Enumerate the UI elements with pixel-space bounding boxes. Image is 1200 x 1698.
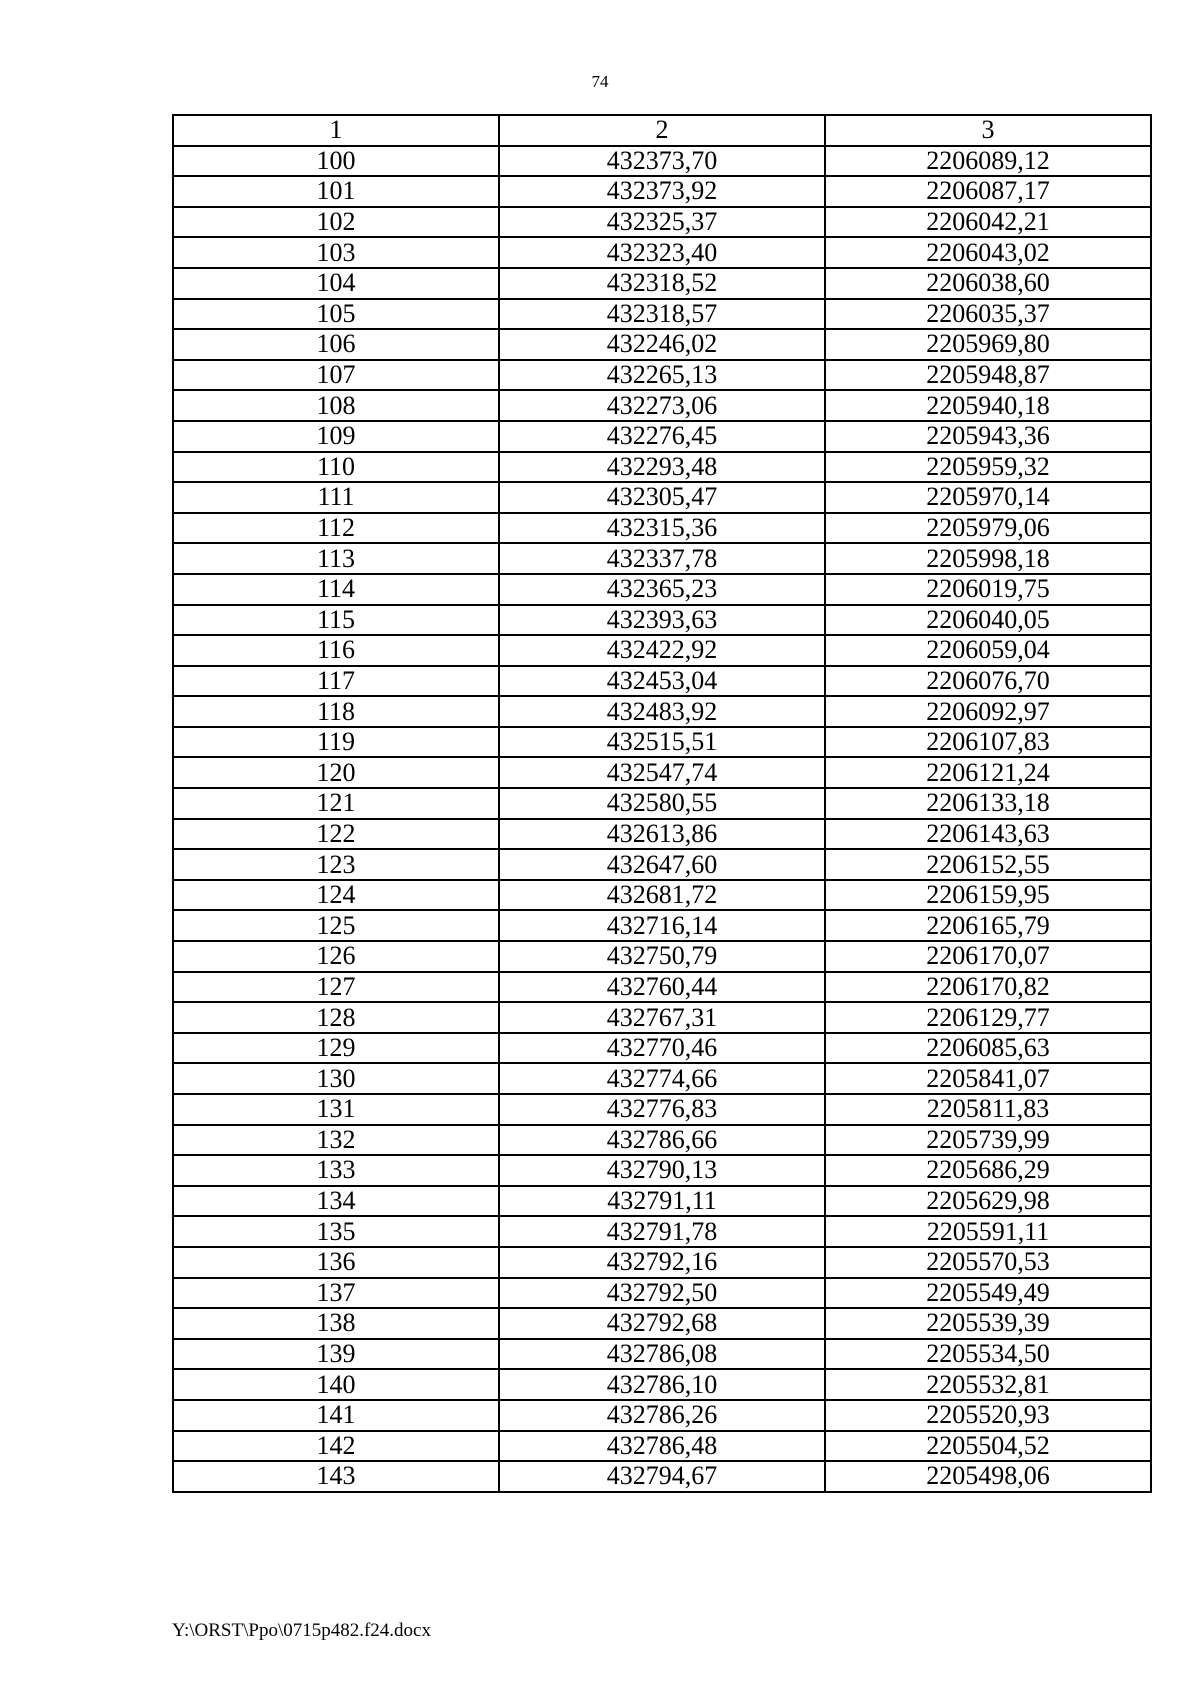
table-row xyxy=(173,1400,1151,1431)
x-coordinate-cell: 432786,66 xyxy=(499,1125,825,1156)
y-coordinate-cell: 2205998,18 xyxy=(825,543,1151,574)
y-coordinate-cell: 2206129,77 xyxy=(825,1002,1151,1033)
y-coordinate-cell: 2205811,83 xyxy=(825,1094,1151,1125)
point-number-cell: 123 xyxy=(173,849,499,880)
x-coordinate-cell: 432315,36 xyxy=(499,513,825,544)
point-number-cell: 136 xyxy=(173,1247,499,1278)
y-coordinate-cell: 2206085,63 xyxy=(825,1033,1151,1064)
table-row xyxy=(173,237,1151,268)
point-number-cell: 102 xyxy=(173,207,499,238)
table-row xyxy=(173,880,1151,911)
x-coordinate-cell: 432265,13 xyxy=(499,360,825,391)
table-row xyxy=(173,421,1151,452)
x-coordinate-cell: 432293,48 xyxy=(499,452,825,483)
x-coordinate-cell: 432365,23 xyxy=(499,574,825,605)
point-number-cell: 119 xyxy=(173,727,499,758)
point-number-cell: 113 xyxy=(173,543,499,574)
table-row xyxy=(173,1247,1151,1278)
y-coordinate-cell: 2205498,06 xyxy=(825,1461,1151,1492)
point-number-cell: 111 xyxy=(173,482,499,513)
point-number-cell: 131 xyxy=(173,1094,499,1125)
table-body xyxy=(173,146,1151,1492)
y-coordinate-cell: 2205591,11 xyxy=(825,1216,1151,1247)
point-number-cell: 100 xyxy=(173,146,499,177)
footer-file-path: Y:\ORST\Ppo\0715p482.f24.docx xyxy=(172,1620,431,1641)
y-coordinate-cell: 2206087,17 xyxy=(825,176,1151,207)
x-coordinate-cell: 432276,45 xyxy=(499,421,825,452)
x-coordinate-cell: 432792,68 xyxy=(499,1308,825,1339)
x-coordinate-cell: 432681,72 xyxy=(499,880,825,911)
y-coordinate-cell: 2205841,07 xyxy=(825,1063,1151,1094)
table-row xyxy=(173,1369,1151,1400)
x-coordinate-cell: 432647,60 xyxy=(499,849,825,880)
table-row xyxy=(173,452,1151,483)
x-coordinate-cell: 432373,70 xyxy=(499,146,825,177)
x-coordinate-cell: 432786,26 xyxy=(499,1400,825,1431)
x-coordinate-cell: 432794,67 xyxy=(499,1461,825,1492)
y-coordinate-cell: 2206143,63 xyxy=(825,819,1151,850)
y-coordinate-cell: 2206042,21 xyxy=(825,207,1151,238)
column-header: 3 xyxy=(825,115,1151,146)
point-number-cell: 105 xyxy=(173,299,499,330)
y-coordinate-cell: 2206107,83 xyxy=(825,727,1151,758)
table-row xyxy=(173,696,1151,727)
point-number-cell: 107 xyxy=(173,360,499,391)
column-header: 1 xyxy=(173,115,499,146)
table-row xyxy=(173,941,1151,972)
table-row xyxy=(173,849,1151,880)
y-coordinate-cell: 2205948,87 xyxy=(825,360,1151,391)
x-coordinate-cell: 432613,86 xyxy=(499,819,825,850)
x-coordinate-cell: 432786,10 xyxy=(499,1369,825,1400)
point-number-cell: 101 xyxy=(173,176,499,207)
point-number-cell: 125 xyxy=(173,910,499,941)
point-number-cell: 118 xyxy=(173,696,499,727)
y-coordinate-cell: 2205940,18 xyxy=(825,390,1151,421)
x-coordinate-cell: 432791,11 xyxy=(499,1186,825,1217)
point-number-cell: 132 xyxy=(173,1125,499,1156)
point-number-cell: 129 xyxy=(173,1033,499,1064)
y-coordinate-cell: 2205739,99 xyxy=(825,1125,1151,1156)
table-row xyxy=(173,1339,1151,1370)
table-row xyxy=(173,635,1151,666)
y-coordinate-cell: 2206059,04 xyxy=(825,635,1151,666)
coordinates-table xyxy=(172,114,1152,1493)
x-coordinate-cell: 432760,44 xyxy=(499,972,825,1003)
table-row xyxy=(173,329,1151,360)
table-row xyxy=(173,513,1151,544)
point-number-cell: 142 xyxy=(173,1431,499,1462)
table-row xyxy=(173,574,1151,605)
x-coordinate-cell: 432305,47 xyxy=(499,482,825,513)
table-row xyxy=(173,1155,1151,1186)
column-header: 2 xyxy=(499,115,825,146)
point-number-cell: 115 xyxy=(173,605,499,636)
y-coordinate-cell: 2205979,06 xyxy=(825,513,1151,544)
x-coordinate-cell: 432273,06 xyxy=(499,390,825,421)
y-coordinate-cell: 2205534,50 xyxy=(825,1339,1151,1370)
point-number-cell: 139 xyxy=(173,1339,499,1370)
x-coordinate-cell: 432325,37 xyxy=(499,207,825,238)
point-number-cell: 121 xyxy=(173,788,499,819)
table-row xyxy=(173,482,1151,513)
table-row xyxy=(173,146,1151,177)
y-coordinate-cell: 2205686,29 xyxy=(825,1155,1151,1186)
x-coordinate-cell: 432318,57 xyxy=(499,299,825,330)
table-row xyxy=(173,727,1151,758)
table-row xyxy=(173,268,1151,299)
point-number-cell: 134 xyxy=(173,1186,499,1217)
table-row xyxy=(173,1033,1151,1064)
table-row xyxy=(173,299,1151,330)
y-coordinate-cell: 2205943,36 xyxy=(825,421,1151,452)
table-row xyxy=(173,972,1151,1003)
y-coordinate-cell: 2206159,95 xyxy=(825,880,1151,911)
x-coordinate-cell: 432515,51 xyxy=(499,727,825,758)
point-number-cell: 103 xyxy=(173,237,499,268)
x-coordinate-cell: 432786,48 xyxy=(499,1431,825,1462)
y-coordinate-cell: 2206038,60 xyxy=(825,268,1151,299)
point-number-cell: 122 xyxy=(173,819,499,850)
y-coordinate-cell: 2206089,12 xyxy=(825,146,1151,177)
y-coordinate-cell: 2205539,39 xyxy=(825,1308,1151,1339)
page-number: 74 xyxy=(591,72,609,91)
point-number-cell: 108 xyxy=(173,390,499,421)
x-coordinate-cell: 432770,46 xyxy=(499,1033,825,1064)
point-number-cell: 110 xyxy=(173,452,499,483)
y-coordinate-cell: 2205520,93 xyxy=(825,1400,1151,1431)
point-number-cell: 126 xyxy=(173,941,499,972)
x-coordinate-cell: 432580,55 xyxy=(499,788,825,819)
x-coordinate-cell: 432337,78 xyxy=(499,543,825,574)
point-number-cell: 133 xyxy=(173,1155,499,1186)
table-row xyxy=(173,819,1151,850)
point-number-cell: 104 xyxy=(173,268,499,299)
table-row xyxy=(173,910,1151,941)
point-number-cell: 109 xyxy=(173,421,499,452)
point-number-cell: 116 xyxy=(173,635,499,666)
y-coordinate-cell: 2206092,97 xyxy=(825,696,1151,727)
table-row xyxy=(173,1186,1151,1217)
y-coordinate-cell: 2205504,52 xyxy=(825,1431,1151,1462)
x-coordinate-cell: 432318,52 xyxy=(499,268,825,299)
y-coordinate-cell: 2205532,81 xyxy=(825,1369,1151,1400)
table-row xyxy=(173,1063,1151,1094)
x-coordinate-cell: 432453,04 xyxy=(499,666,825,697)
x-coordinate-cell: 432547,74 xyxy=(499,757,825,788)
y-coordinate-cell: 2205959,32 xyxy=(825,452,1151,483)
y-coordinate-cell: 2206076,70 xyxy=(825,666,1151,697)
table-row xyxy=(173,757,1151,788)
y-coordinate-cell: 2206035,37 xyxy=(825,299,1151,330)
y-coordinate-cell: 2205549,49 xyxy=(825,1278,1151,1309)
table-row xyxy=(173,666,1151,697)
table-row xyxy=(173,788,1151,819)
point-number-cell: 128 xyxy=(173,1002,499,1033)
x-coordinate-cell: 432483,92 xyxy=(499,696,825,727)
point-number-cell: 106 xyxy=(173,329,499,360)
table-row xyxy=(173,1216,1151,1247)
x-coordinate-cell: 432373,92 xyxy=(499,176,825,207)
point-number-cell: 120 xyxy=(173,757,499,788)
table-row xyxy=(173,176,1151,207)
x-coordinate-cell: 432791,78 xyxy=(499,1216,825,1247)
point-number-cell: 141 xyxy=(173,1400,499,1431)
table-row xyxy=(173,1278,1151,1309)
x-coordinate-cell: 432323,40 xyxy=(499,237,825,268)
y-coordinate-cell: 2205629,98 xyxy=(825,1186,1151,1217)
y-coordinate-cell: 2206170,07 xyxy=(825,941,1151,972)
y-coordinate-cell: 2205570,53 xyxy=(825,1247,1151,1278)
point-number-cell: 137 xyxy=(173,1278,499,1309)
y-coordinate-cell: 2206133,18 xyxy=(825,788,1151,819)
table-row xyxy=(173,1431,1151,1462)
x-coordinate-cell: 432716,14 xyxy=(499,910,825,941)
y-coordinate-cell: 2206121,24 xyxy=(825,757,1151,788)
x-coordinate-cell: 432750,79 xyxy=(499,941,825,972)
point-number-cell: 130 xyxy=(173,1063,499,1094)
x-coordinate-cell: 432792,50 xyxy=(499,1278,825,1309)
table-row xyxy=(173,1461,1151,1492)
point-number-cell: 127 xyxy=(173,972,499,1003)
y-coordinate-cell: 2206165,79 xyxy=(825,910,1151,941)
point-number-cell: 124 xyxy=(173,880,499,911)
x-coordinate-cell: 432776,83 xyxy=(499,1094,825,1125)
table-row xyxy=(173,1125,1151,1156)
x-coordinate-cell: 432393,63 xyxy=(499,605,825,636)
table-row xyxy=(173,1094,1151,1125)
table-row xyxy=(173,1002,1151,1033)
y-coordinate-cell: 2205969,80 xyxy=(825,329,1151,360)
x-coordinate-cell: 432246,02 xyxy=(499,329,825,360)
x-coordinate-cell: 432792,16 xyxy=(499,1247,825,1278)
point-number-cell: 143 xyxy=(173,1461,499,1492)
table-row xyxy=(173,360,1151,391)
y-coordinate-cell: 2206040,05 xyxy=(825,605,1151,636)
table-row xyxy=(173,1308,1151,1339)
point-number-cell: 140 xyxy=(173,1369,499,1400)
table-row xyxy=(173,207,1151,238)
x-coordinate-cell: 432422,92 xyxy=(499,635,825,666)
y-coordinate-cell: 2206170,82 xyxy=(825,972,1151,1003)
x-coordinate-cell: 432790,13 xyxy=(499,1155,825,1186)
x-coordinate-cell: 432767,31 xyxy=(499,1002,825,1033)
y-coordinate-cell: 2205970,14 xyxy=(825,482,1151,513)
y-coordinate-cell: 2206152,55 xyxy=(825,849,1151,880)
table-row xyxy=(173,605,1151,636)
point-number-cell: 114 xyxy=(173,574,499,605)
y-coordinate-cell: 2206019,75 xyxy=(825,574,1151,605)
table-row xyxy=(173,543,1151,574)
x-coordinate-cell: 432774,66 xyxy=(499,1063,825,1094)
point-number-cell: 112 xyxy=(173,513,499,544)
table-row xyxy=(173,390,1151,421)
x-coordinate-cell: 432786,08 xyxy=(499,1339,825,1370)
point-number-cell: 117 xyxy=(173,666,499,697)
point-number-cell: 138 xyxy=(173,1308,499,1339)
y-coordinate-cell: 2206043,02 xyxy=(825,237,1151,268)
table-header-row xyxy=(173,115,1151,146)
point-number-cell: 135 xyxy=(173,1216,499,1247)
